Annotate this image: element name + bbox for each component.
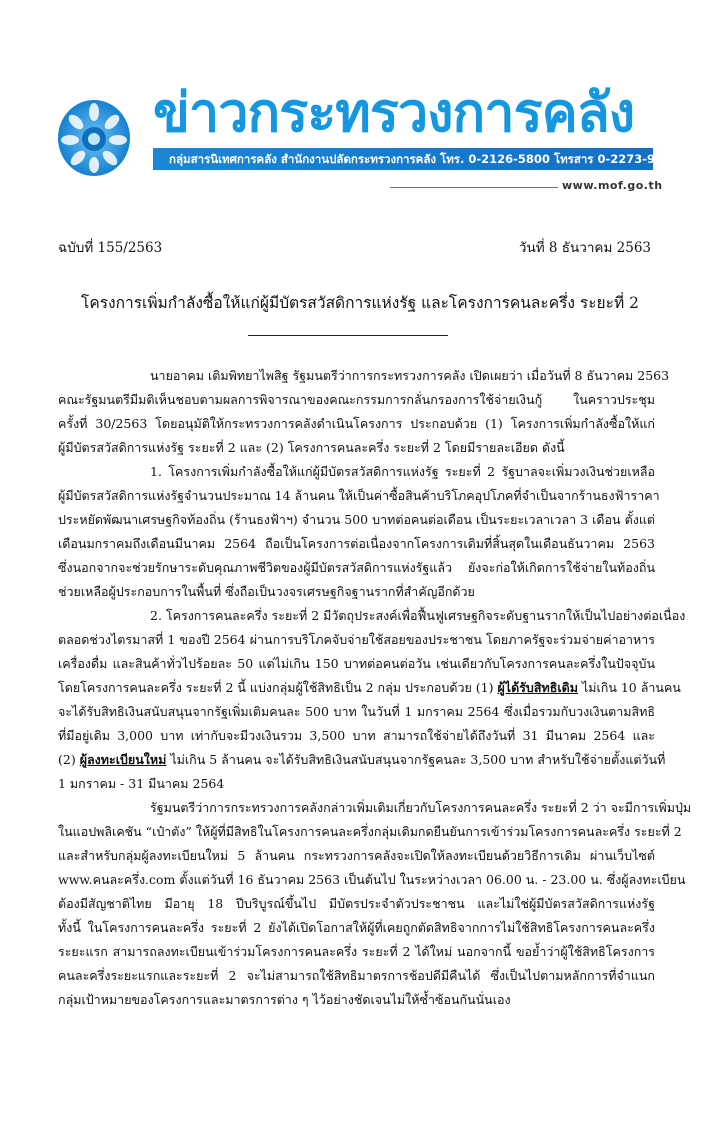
title-underline [248, 335, 448, 336]
issue-date: วันที่ 8 ธันวาคม 2563 [518, 240, 651, 256]
paragraph-4-line: ระยะแรก สามารถลงทะเบียนเข้าร่วมโครงการคนละครึ่ง ระยะที่ 2 ได้ใหม่ นอกจากนี้ ขอย้ำว่าผู้ใช้สิทธิโครงการ [58, 944, 655, 959]
paragraph-3-line: ที่มีอยู่เดิม 3,000 บาท เท่ากับจะมีวงเงินรวม 3,500 บาท สามารถใช้จ่ายได้ถึงวันที่ 31 มีนาคม 2564 และ [58, 728, 655, 743]
website-rule [390, 187, 558, 188]
brand-wordmark: ข่าวกระทรวงการคลัง [153, 81, 635, 144]
paragraph-1-line: ผู้มีบัตรสวัสดิการแห่งรัฐ ระยะที่ 2 และ (2) โครงการคนละครึ่ง ระยะที่ 2 โดยมีรายละเอียด ดังนี้ [58, 440, 565, 455]
existing-rights-term: ผู้ได้รับสิทธิเดิม [497, 680, 578, 695]
paragraph-4-line: คนละครึ่งระยะแรกและระยะที่ 2 จะไม่สามารถใช้สิทธิมาตรการช้อปดีมีคืนได้ ซึ่งเป็นไปตามหลักการที่จำแนก [58, 968, 655, 983]
paragraph-3-line [58, 748, 666, 772]
paragraph-4-line: www.คนละครึ่ง.com ตั้งแต่วันที่ 16 ธันวาคม 2563 เป็นต้นไป ในระหว่างเวลา 06.00 น. - 23.00 น. ซึ่งผู้ลงทะเบียน [58, 872, 686, 887]
paragraph-3-text: (2) [58, 752, 80, 767]
paragraph-3-text: ไม่เกิน 5 ล้านคน จะได้รับสิทธิเงินสนับสนุนจากรัฐคนละ 3,500 บาท สำหรับใช้จ่ายตั้งแต่วันที่ [166, 752, 666, 767]
paragraph-3-line [58, 676, 681, 700]
masthead [0, 0, 720, 205]
paragraph-4-line: ในแอปพลิเคชัน “เป๋าตัง” ให้ผู้ที่มีสิทธิในโครงการคนละครึ่งกลุ่มเดิมกดยืนยันการเข้าร่วมโครงการคนละครึ่ง ระยะที่ 2 [58, 824, 682, 839]
paragraph-1-line: คณะรัฐมนตรีมีมติเห็นชอบตามผลการพิจารณาของคณะกรรมการกลั่นกรองการใช้จ่ายเงินกู้ ในคราวประชุม [58, 392, 655, 407]
page-title: โครงการเพิ่มกำลังซื้อให้แก่ผู้มีบัตรสวัสดิการแห่งรัฐ และโครงการคนละครึ่ง ระยะที่ 2 [81, 294, 639, 312]
paragraph-2-line: เดือนมกราคมถึงเดือนมีนาคม 2564 ถือเป็นโครงการต่อเนื่องจากโครงการเดิมที่สิ้นสุดในเดือนธันวาคม 2563 [58, 536, 655, 551]
paragraph-1-line: นายอาคม เติมพิทยาไพสิฐ รัฐมนตรีว่าการกระทรวงการคลัง เปิดเผยว่า เมื่อวันที่ 8 ธันวาคม 2563 [150, 368, 670, 383]
paragraph-2-line: ซึ่งนอกจากจะช่วยรักษาระดับคุณภาพชีวิตของผู้มีบัตรสวัสดิการแห่งรัฐแล้ว ยังจะก่อให้เกิดการใช้จ่ายในท้องถิ่น [58, 560, 655, 575]
paragraph-4-line: กลุ่มเป้าหมายของโครงการและมาตรการต่าง ๆ ไว้อย่างชัดเจนไม่ให้ซ้ำซ้อนกันนั่นเอง [58, 992, 511, 1007]
paragraph-3-line: 2. โครงการคนละครึ่ง ระยะที่ 2 มีวัตถุประสงค์เพื่อฟื้นฟูเศรษฐกิจระดับฐานรากให้เป็นไปอย่างต่อเนื่อง [150, 608, 686, 623]
paragraph-2-line: 1. โครงการเพิ่มกำลังซื้อให้แก่ผู้มีบัตรสวัสดิการแห่งรัฐ ระยะที่ 2 รัฐบาลจะเพิ่มวงเงินช่วยเหลือ [150, 464, 655, 479]
new-registrant-term: ผู้ลงทะเบียนใหม่ [79, 752, 167, 767]
paragraph-4-line: และสำหรับกลุ่มผู้ลงทะเบียนใหม่ 5 ล้านคน กระทรวงการคลังจะเปิดให้ลงทะเบียนด้วยวิธีการเดิม ผ่านเว็บไซต์ [58, 848, 655, 863]
website-link[interactable]: www.mof.go.th [562, 179, 663, 192]
brand-banner [153, 81, 680, 166]
paragraph-2-line: ผู้มีบัตรสวัสดิการแห่งรัฐจำนวนประมาณ 14 ล้านคน ให้เป็นค่าซื้อสินค้าบริโภคอุปโภคที่จำเป็นจากร้านธงฟ้าราคา [58, 488, 660, 503]
paragraph-4-line: ต้องมีสัญชาติไทย มีอายุ 18 ปีบริบูรณ์ขึ้นไป มีบัตรประจำตัวประชาชน และไม่ใช่ผู้มีบัตรสวัสดิการแห่งรัฐ [58, 896, 655, 911]
paragraph-3-text: ไม่เกิน 10 ล้านคน [577, 680, 681, 695]
paragraph-3-line: จะได้รับสิทธิเงินสนับสนุนจากรัฐเพิ่มเติมคนละ 500 บาท ในวันที่ 1 มกราคม 2564 ซึ่งเมื่อรวมกับวงเงินตามสิทธิ [58, 704, 655, 719]
paragraph-3-line: เครื่องดื่ม และสินค้าทั่วไปร้อยละ 50 แต่ไม่เกิน 150 บาทต่อคนต่อวัน เช่นเดียวกับโครงการคนละครึ่งในปัจจุบัน [58, 656, 655, 671]
paragraph-3-line: ตลอดช่วงไตรมาสที่ 1 ของปี 2564 ผ่านการบริโภคจับจ่ายใช้สอยของประชาชน โดยภาครัฐจะร่วมจ่ายค่าอาหาร [58, 632, 655, 647]
paragraph-4-line: ทั้งนี้ ในโครงการคนละครึ่ง ระยะที่ 2 ยังได้เปิดโอกาสให้ผู้ที่เคยถูกตัดสิทธิจากการไม่ใช้สิทธิโครงการคนละครึ่ง [58, 920, 655, 935]
paragraph-3-line: 1 มกราคม - 31 มีนาคม 2564 [58, 776, 225, 791]
issue-number: ฉบับที่ 155/2563 [58, 240, 163, 256]
paragraph-4-line: รัฐมนตรีว่าการกระทรวงการคลังกล่าวเพิ่มเติมเกี่ยวกับโครงการคนละครึ่ง ระยะที่ 2 ว่า จะมีการเพิ่มปุ่ม [150, 800, 692, 815]
ministry-emblem-icon [56, 98, 132, 178]
paragraph-1-line: ครั้งที่ 30/2563 โดยอนุมัติให้กระทรวงการคลังดำเนินโครงการ ประกอบด้วย (1) โครงการเพิ่มกำลังซื้อให้แก่ [58, 416, 655, 431]
paragraph-2-line: ช่วยเหลือผู้ประกอบการในพื้นที่ ซึ่งถือเป็นวงจรเศรษฐกิจฐานรากที่สำคัญอีกด้วย [58, 584, 475, 599]
paragraph-3-text: โดยโครงการคนละครึ่ง ระยะที่ 2 นี้ แบ่งกลุ่มผู้ใช้สิทธิเป็น 2 กลุ่ม ประกอบด้วย (1) [58, 680, 498, 695]
brand-contact: กลุ่มสารนิเทศการคลัง สำนักงานปลัดกระทรวงการคลัง โทร. 0-2126-5800 โทรสาร 0-2273-9763 [169, 152, 680, 166]
paragraph-2-line: ประหยัดพัฒนาเศรษฐกิจท้องถิ่น (ร้านธงฟ้าฯ) จำนวน 500 บาทต่อคนต่อเดือน เป็นระยะเวลาเวลา 3 เดือน ตั้งแต่ [58, 512, 655, 527]
